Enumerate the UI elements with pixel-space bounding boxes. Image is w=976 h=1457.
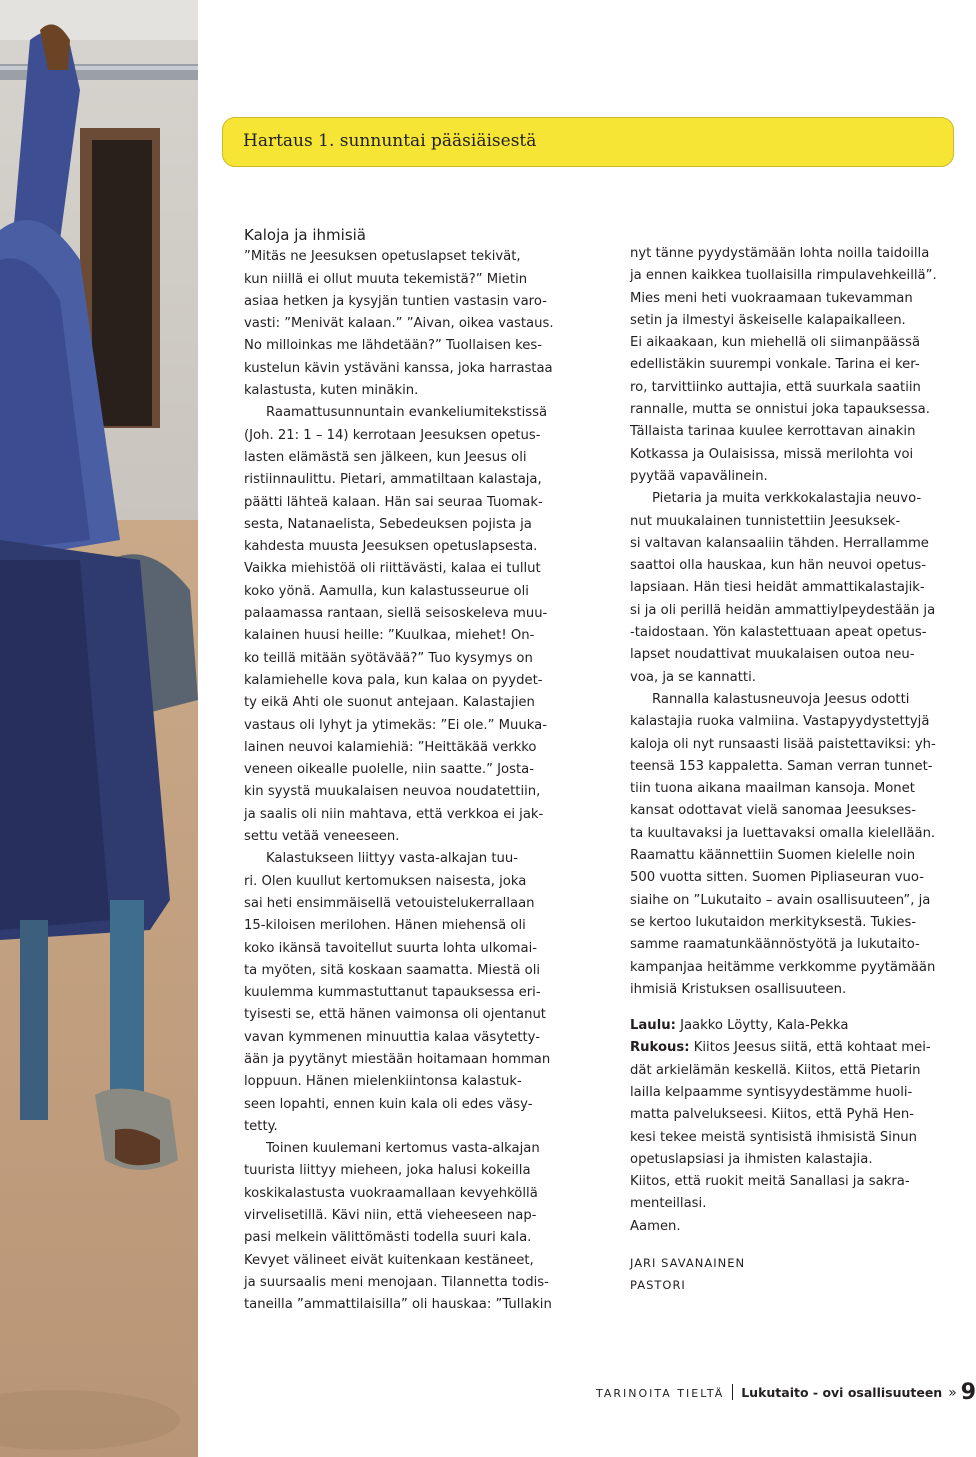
prayer-line: dät arkielämän keskellä. Kiitos, että Pietarin — [630, 1062, 921, 1078]
article-heading: Kaloja ja ihmisiä — [244, 226, 366, 244]
text-line: kansat odottavat vielä sanomaa Jeesukses- — [630, 803, 917, 819]
text-line: pyytää vapavälinein. — [630, 468, 768, 484]
text-line: ta myöten, sitä koskaan saamatta. Miestä oli — [244, 962, 541, 978]
text-line: ja saalis oli niin mahtava, että verkkoa ei jak- — [244, 806, 544, 822]
footer-title: Lukutaito - ovi osallisuuteen — [741, 1385, 943, 1400]
text-line: (Joh. 21: 1 – 14) kerrotaan Jeesuksen opetus- — [244, 427, 541, 443]
prayer-label: Rukous: — [630, 1040, 690, 1056]
text-line: kun niillä ei ollut muuta tekemistä?” Mietin — [244, 271, 528, 287]
prayer-line: menteillasi. — [630, 1196, 707, 1212]
text-line: palaamassa rantaan, siellä seisoskeleva muu- — [244, 606, 548, 622]
text-line: Kalastukseen liittyy vasta-alkajan tuu- — [266, 851, 518, 867]
prayer-line: Kiitos, että ruokit meitä Sanallasi ja sakra- — [630, 1174, 910, 1190]
text-line: kahdesta muusta Jeesuksen opetuslapsesta. — [244, 539, 538, 555]
text-line: ta kuultavaksi ja luettavaksi omalla kielellään. — [630, 825, 936, 841]
text-line: seen lopahti, ennen kuin kala oli edes väsy- — [244, 1096, 533, 1112]
text-line: ristiinnaulittu. Pietari, ammatiltaan kalastaja, — [244, 472, 542, 488]
text-line: kuulemma kummastuttanut tapauksessa eri- — [244, 985, 541, 1001]
text-line: ihmisiä Kristuksen osallisuuteen. — [630, 981, 847, 997]
text-line: koskikalastusta vuokraamallaan kevyehköllä — [244, 1185, 538, 1201]
text-line: edellistäkin suurempi vonkale. Tarina ei ker- — [630, 357, 920, 373]
text-line: kalamiehelle kova pala, kun kalaa on pyydet- — [244, 672, 543, 688]
text-line: lainen neuvoi kalamiehiä: ”Heittäkää verkko — [244, 739, 537, 755]
article-column-right — [630, 243, 960, 1297]
text-line: 15-kiloisen merilohen. Hänen miehensä oli — [244, 918, 526, 934]
text-line: kalastajia ruoka valmiina. Vastapyydystettyjä — [630, 714, 930, 730]
text-line: ään ja pyytänyt miestään hoitamaan homman — [244, 1051, 551, 1067]
song-label: Laulu: — [630, 1018, 676, 1034]
text-line: tiin tuona aikana maailman kansoja. Monet — [630, 781, 915, 797]
text-line: Rannalla kalastusneuvoja Jeesus odotti — [652, 691, 910, 707]
text-line: vavan kymmenen minuuttia kalaa väsytetty- — [244, 1029, 541, 1045]
text-line: kalainen huusi heille: ”Kuulkaa, miehet! On- — [244, 628, 535, 644]
text-line: Kevyet välineet eivät kuitenkaan kestäneet, — [244, 1252, 534, 1268]
prayer-line: matta palvelukseesi. Kiitos, että Pyhä Hen- — [630, 1107, 914, 1123]
text-line: si valtavan kalansaaliin tähden. Herrallamme — [630, 535, 929, 551]
page-number: 9 — [960, 1380, 976, 1405]
text-line: settu vetää veneeseen. — [244, 829, 400, 845]
text-line: Tällaista tarinaa kuulee kerrottavan ainakin — [630, 424, 916, 440]
footer-series: TARINOITA TIELTÄ — [596, 1387, 725, 1400]
text-line: tyisesti se, että hänen vaimonsa oli ojentanut — [244, 1007, 546, 1023]
text-line: loppuun. Hänen mielenkiintonsa kalastuk- — [244, 1074, 522, 1090]
text-line: teensä 153 kappaletta. Saman verran tunnet- — [630, 758, 933, 774]
prayer-first-line — [630, 1037, 960, 1059]
text-line: koko yönä. Aamulla, kun kalastusseurue oli — [244, 583, 529, 599]
prayer-line: lailla kelpaamme syntisyydestämme huoli- — [630, 1084, 913, 1100]
text-line: tuurista liittyy mieheen, joka halusi kokeilla — [244, 1163, 531, 1179]
text-line: asiaa hetken ja kysyjän tuntien vastasin varo- — [244, 293, 547, 309]
text-line: nut muukalainen tunnistettiin Jeesuksek- — [630, 513, 901, 529]
text-line: kaloja oli nyt runsaasti lisää paistettaviksi: yh- — [630, 736, 936, 752]
text-line: 500 vuotta sitten. Suomen Pipliaseuran vuo- — [630, 870, 924, 886]
text-line: rannalle, mutta se onnistui joka tapauksessa. — [630, 402, 930, 418]
prayer-first: Kiitos Jeesus siitä, että kohtaat mei- — [689, 1040, 931, 1056]
text-line: ro, tarvittiinko auttajia, että suurkala saatiin — [630, 379, 921, 395]
prayer-line: Aamen. — [630, 1218, 681, 1234]
article-body-left — [244, 246, 584, 1316]
text-line: Kotkassa ja Oulaisissa, missä merilohta voi — [630, 446, 914, 462]
text-line: si ja oli perillä heidän ammattiylpeydestään ja — [630, 602, 936, 618]
author-role: PASTORI — [630, 1278, 686, 1293]
text-line: kustelun kävin ystäväni kanssa, joka harrastaa — [244, 360, 553, 376]
text-line: saattoi olla hauskaa, kun hän neuvoi opetus- — [630, 558, 926, 574]
text-line: tetty. — [244, 1118, 278, 1134]
text-line: taneilla ”ammattilaisilla” oli hauskaa: ”Tullakin — [244, 1297, 552, 1313]
text-line: Raamattusunnuntain evankeliumitekstissä — [266, 405, 548, 421]
text-line: kalastusta, kuten minäkin. — [244, 383, 419, 399]
text-line: koko ikänsä tavoitellut suurta lohta ulkomai- — [244, 940, 538, 956]
text-line: ja ennen kaikkea tuollaisilla rimpulavehkeillä”. — [630, 268, 937, 284]
text-line: nyt tänne pyydystämään lohta noilla taidoilla — [630, 246, 930, 261]
text-line: lapsiaan. Hän tiesi heidät ammattikalastajik- — [630, 580, 925, 596]
text-line: päätti lähteä kalaan. Hän sai seuraa Tuomak- — [244, 494, 543, 510]
article-body-right — [630, 243, 960, 1001]
banner-title: Hartaus 1. sunnuntai pääsiäisestä — [243, 131, 537, 151]
text-line: Raamattu käännettiin Suomen kielelle noin — [630, 848, 916, 864]
text-line: sesta, Natanaelista, Sebedeuksen pojista ja — [244, 516, 532, 532]
prayer-line: opetuslapsiasi ja ihmisten kalastajia. — [630, 1151, 873, 1167]
text-line: veneen oikealle puolelle, niin saatte.” Josta- — [244, 762, 534, 778]
section-banner — [222, 117, 954, 167]
text-line: ko teillä mitään syötävää?” Tuo kysymys on — [244, 650, 533, 666]
song-line — [630, 1015, 960, 1037]
text-line: siaihe on ”Lukutaito – avain osallisuuteen”, ja — [630, 892, 931, 908]
author-name: JARI SAVANAINEN — [630, 1256, 746, 1271]
text-line: lasten elämästä sen jälkeen, kun Jeesus oli — [244, 449, 527, 465]
page-footer — [596, 1380, 976, 1405]
text-line: kin syystä muukalaisen neuvoa noudatettiin, — [244, 784, 541, 800]
text-line: No milloinkas me lähdetään?” Tuollaisen kes- — [244, 338, 543, 354]
prayer-line: kesi tekee meistä syntisistä ihmisistä Sinun — [630, 1129, 918, 1145]
text-line: samme raamatunkäännöstyötä ja lukutaito- — [630, 937, 920, 953]
text-line: ja suursaalis meni menojaan. Tilannetta todis- — [244, 1274, 549, 1290]
text-line: vasti: ”Menivät kalaan.” ”Aivan, oikea vastaus. — [244, 316, 554, 332]
text-line: ”Mitäs ne Jeesuksen opetuslapset tekivät, — [244, 249, 521, 265]
text-line: Vaikka miehistöä oli riittävästi, kalaa ei tullut — [244, 561, 541, 577]
song-text: Jaakko Löytty, Kala-Pekka — [675, 1018, 849, 1034]
text-line: lapset noudattivat muukalaisen outoa neu- — [630, 647, 915, 663]
footer-arrow: » — [948, 1385, 957, 1401]
prayer-body — [630, 1060, 960, 1238]
text-line: Mies meni heti vuokraamaan tukevamman — [630, 290, 913, 306]
text-line: Ei aikaakaan, kun miehellä oli siimanpäässä — [630, 335, 921, 351]
text-line: -taidostaan. Yön kalastettuaan apeat opetus- — [630, 625, 927, 641]
text-line: ty eikä Ahti ole suonut antejaan. Kalastajien — [244, 695, 535, 711]
text-line: pasi melkein välittömästi todella suuri kala. — [244, 1230, 532, 1246]
text-line: se kertoo lukutaidon merkityksestä. Tukies- — [630, 914, 917, 930]
text-line: virvelisetillä. Kävi niin, että vieheeseen nap- — [244, 1208, 537, 1224]
footer-divider — [732, 1384, 733, 1400]
article-column-left — [244, 224, 584, 1317]
text-line: vastaus oli lyhyt ja ytimekäs: ”Ei ole.” Muuka- — [244, 717, 547, 733]
text-line: Pietaria ja muita verkkokalastajia neuvo- — [652, 491, 922, 507]
cover-photo — [0, 0, 198, 1457]
text-line: ri. Olen kuullut kertomuksen naisesta, joka — [244, 873, 527, 889]
text-line: sai heti ensimmäisellä vetouistelukerrallaan — [244, 895, 535, 911]
text-line: kampanjaa heitämme verkkomme pyytämään — [630, 959, 936, 975]
text-line: voa, ja se kannatti. — [630, 669, 756, 685]
text-line: setin ja ilmestyi äskeiselle kalapaikalleen. — [630, 312, 906, 328]
text-line: Toinen kuulemani kertomus vasta-alkajan — [266, 1141, 540, 1157]
